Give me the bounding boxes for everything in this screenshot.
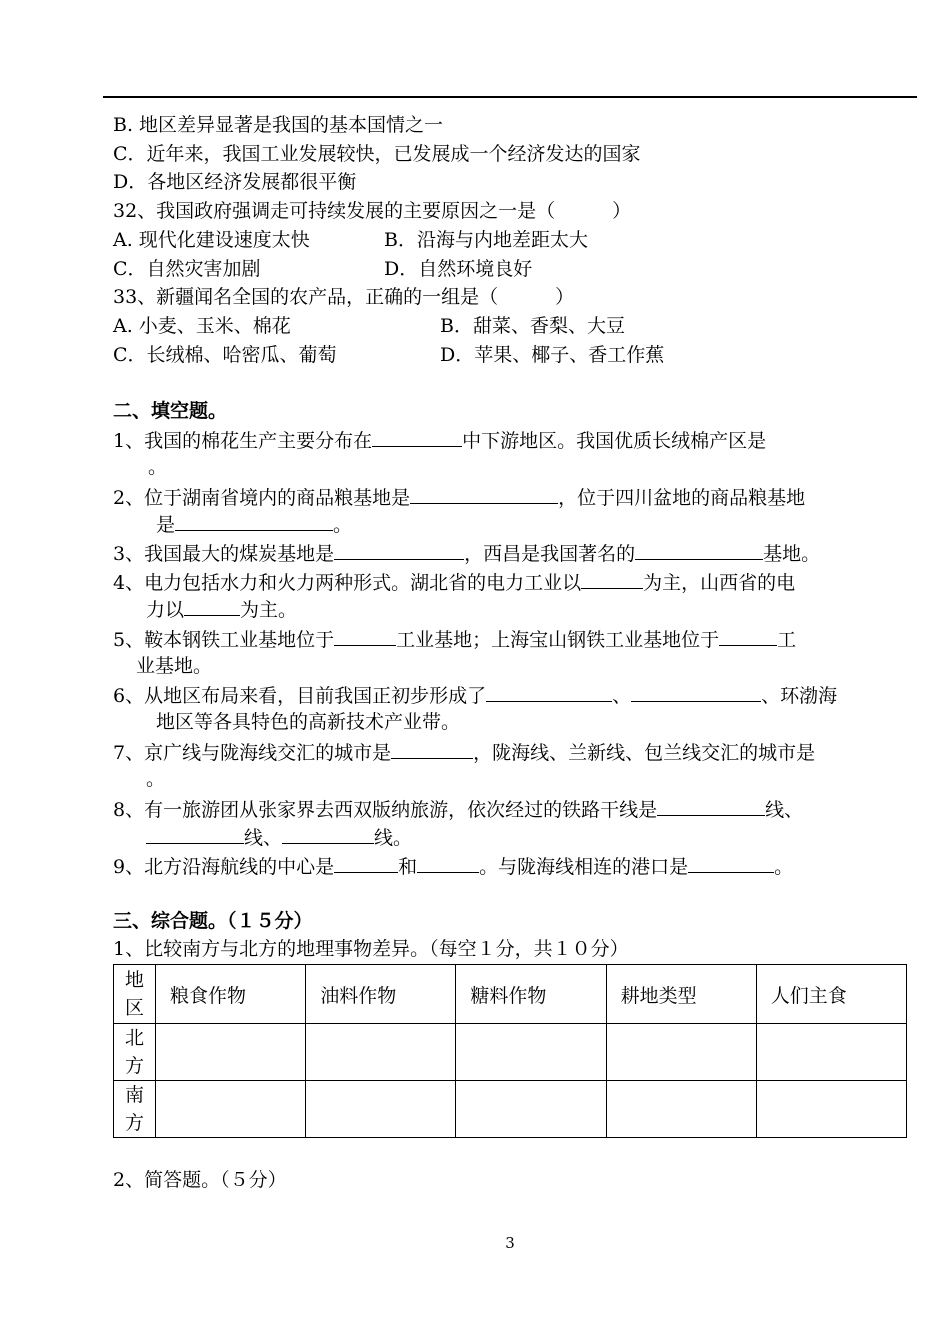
- fill-q2-text-a: 2、位于湖南省境内的商品粮基地是: [113, 487, 411, 509]
- answer-blank[interactable]: [719, 627, 777, 646]
- answer-cell[interactable]: [456, 1024, 606, 1081]
- fill-q4: [113, 570, 795, 595]
- fill-q1: [113, 428, 766, 453]
- answer-cell[interactable]: [306, 1081, 456, 1138]
- fill-q1-text-b: 中下游地区。我国优质长绒棉产区是: [462, 430, 767, 452]
- answer-blank[interactable]: [184, 597, 240, 616]
- table-row: [114, 1024, 907, 1081]
- answer-blank[interactable]: [334, 541, 464, 560]
- fill-q5: [113, 627, 796, 652]
- answer-cell[interactable]: [606, 1081, 756, 1138]
- answer-blank[interactable]: [635, 541, 763, 560]
- fill-q7-cont: 。: [146, 768, 166, 790]
- q32-option-c: C．自然灾害加剧: [113, 258, 261, 280]
- fill-q1-text-a: 1、我国的棉花生产主要分布在: [113, 430, 373, 452]
- answer-blank[interactable]: [334, 854, 398, 873]
- region-south-line-2: 方: [124, 1112, 144, 1134]
- comprehensive-q1-title: 1、比较南方与北方的地理事物差异。（每空１分，共１０分）: [113, 938, 629, 960]
- header-cell-grain: 粮食作物: [156, 965, 306, 1024]
- fill-q8-cont: [146, 825, 412, 850]
- fill-q2-text-b: ，位于四川盆地的商品粮基地: [558, 487, 806, 509]
- answer-blank[interactable]: [372, 428, 462, 447]
- region-cell-north: [114, 1024, 156, 1081]
- fill-q9: [113, 854, 793, 879]
- q33-option-d: D．苹果、椰子、香工作蕉: [440, 344, 665, 366]
- fill-q4-text-a: 4、电力包括水力和火力两种形式。湖北省的电力工业以: [113, 572, 582, 594]
- q31-option-c: C．近年来，我国工业发展较快，已发展成一个经济发达的国家: [113, 143, 641, 165]
- fill-q8-text-d: 线。: [374, 827, 413, 849]
- fill-q8-text-c: 线、: [244, 827, 283, 849]
- fill-q5-cont: 业基地。: [136, 655, 213, 677]
- q33-stem: 33、新疆闻名全国的农产品，正确的一组是（ ）: [113, 286, 575, 308]
- answer-blank[interactable]: [581, 570, 643, 589]
- region-south-line-1: 南: [124, 1084, 144, 1106]
- fill-q9-text-b: 和: [398, 856, 418, 878]
- answer-cell[interactable]: [756, 1024, 906, 1081]
- page-number: 3: [505, 1234, 515, 1252]
- answer-cell[interactable]: [606, 1024, 756, 1081]
- fill-q9-text-c: 。与陇海线相连的港口是: [479, 856, 689, 878]
- fill-q7-text-b: ，陇海线、兰新线、包兰线交汇的城市是: [473, 742, 816, 764]
- answer-blank[interactable]: [282, 825, 374, 844]
- fill-q3-text-b: ，西昌是我国著名的: [464, 543, 636, 565]
- answer-blank[interactable]: [486, 683, 612, 702]
- fill-q2-cont: [156, 512, 352, 537]
- region-header-line-2: 区: [124, 997, 144, 1019]
- fill-q3: [113, 541, 820, 566]
- fill-q8-text-a: 8、有一旅游团从张家界去西双版纳旅游，依次经过的铁路干线是: [113, 799, 658, 821]
- comparison-table: [113, 964, 907, 1138]
- answer-blank[interactable]: [688, 854, 774, 873]
- fill-q7: [113, 740, 815, 765]
- fill-q5-text-c: 工: [777, 629, 797, 651]
- fill-q4-text-b: 为主，山西省的电: [643, 572, 796, 594]
- fill-q5-text-b: 工业基地；上海宝山钢铁工业基地位于: [396, 629, 720, 651]
- fill-q5-text-a: 5、鞍本钢铁工业基地位于: [113, 629, 335, 651]
- q32-option-a: A. 现代化建设速度太快: [113, 229, 310, 251]
- answer-blank[interactable]: [417, 854, 479, 873]
- fill-q4-text-c: 力以: [146, 599, 185, 621]
- q32-option-b: B．沿海与内地差距太大: [384, 229, 588, 251]
- fill-q2-text-c: 是: [156, 514, 176, 536]
- q32-stem: 32、我国政府强调走可持续发展的主要原因之一是（ ）: [113, 200, 632, 222]
- fill-q1-cont: 。: [148, 456, 168, 478]
- fill-q3-text-a: 3、我国最大的煤炭基地是: [113, 543, 335, 565]
- region-north-line-2: 方: [124, 1055, 144, 1077]
- q31-option-d: D．各地区经济发展都很平衡: [113, 171, 357, 193]
- fill-q2: [113, 485, 805, 510]
- fill-q6-text-c: 、环渤海: [761, 685, 838, 707]
- answer-cell[interactable]: [756, 1081, 906, 1138]
- fill-q4-cont: [146, 597, 297, 622]
- answer-cell[interactable]: [306, 1024, 456, 1081]
- fill-q6-text-a: 6、从地区布局来看，目前我国正初步形成了: [113, 685, 487, 707]
- comprehensive-heading: 三、综合题。（１５分）: [113, 910, 313, 932]
- fill-q6: [113, 683, 837, 708]
- answer-blank[interactable]: [631, 683, 761, 702]
- answer-cell[interactable]: [156, 1024, 306, 1081]
- header-rule: [103, 96, 917, 98]
- q33-option-b: B．甜菜、香梨、大豆: [440, 315, 625, 337]
- q32-option-d: D．自然环境良好: [384, 258, 533, 280]
- answer-blank[interactable]: [410, 485, 558, 504]
- header-cell-region: [114, 965, 156, 1024]
- fill-q8: [113, 797, 803, 822]
- region-north-line-1: 北: [124, 1027, 144, 1049]
- answer-blank[interactable]: [175, 512, 333, 531]
- answer-cell[interactable]: [456, 1081, 606, 1138]
- table-row: [114, 1081, 907, 1138]
- fill-in-heading: 二、填空题。: [113, 400, 228, 422]
- fill-q4-text-d: 为主。: [240, 599, 298, 621]
- fill-q6-text-b: 、: [612, 685, 632, 707]
- region-cell-south: [114, 1081, 156, 1138]
- fill-q2-text-d: 。: [333, 514, 353, 536]
- fill-q9-text-d: 。: [774, 856, 794, 878]
- answer-blank[interactable]: [146, 825, 244, 844]
- fill-q9-text-a: 9、北方沿海航线的中心是: [113, 856, 335, 878]
- region-header-line-1: 地: [124, 969, 144, 991]
- header-cell-sugar: 糖料作物: [456, 965, 606, 1024]
- answer-cell[interactable]: [156, 1081, 306, 1138]
- answer-blank[interactable]: [657, 797, 765, 816]
- answer-blank[interactable]: [391, 740, 473, 759]
- q31-option-b: B. 地区差异显著是我国的基本国情之一: [113, 114, 444, 136]
- fill-q3-text-c: 基地。: [763, 543, 821, 565]
- header-cell-oil: 油料作物: [306, 965, 456, 1024]
- fill-q7-text-a: 7、京广线与陇海线交汇的城市是: [113, 742, 392, 764]
- fill-q8-text-b: 线、: [765, 799, 804, 821]
- comprehensive-q2-title: 2、简答题。（５分）: [113, 1169, 287, 1191]
- fill-q6-cont: 地区等各具特色的高新技术产业带。: [156, 711, 461, 733]
- header-cell-farmland: 耕地类型: [606, 965, 756, 1024]
- q33-option-a: A. 小麦、玉米、棉花: [113, 315, 291, 337]
- table-header-row: [114, 965, 907, 1024]
- header-cell-staple: 人们主食: [756, 965, 906, 1024]
- q33-option-c: C．长绒棉、哈密瓜、葡萄: [113, 344, 337, 366]
- answer-blank[interactable]: [334, 627, 396, 646]
